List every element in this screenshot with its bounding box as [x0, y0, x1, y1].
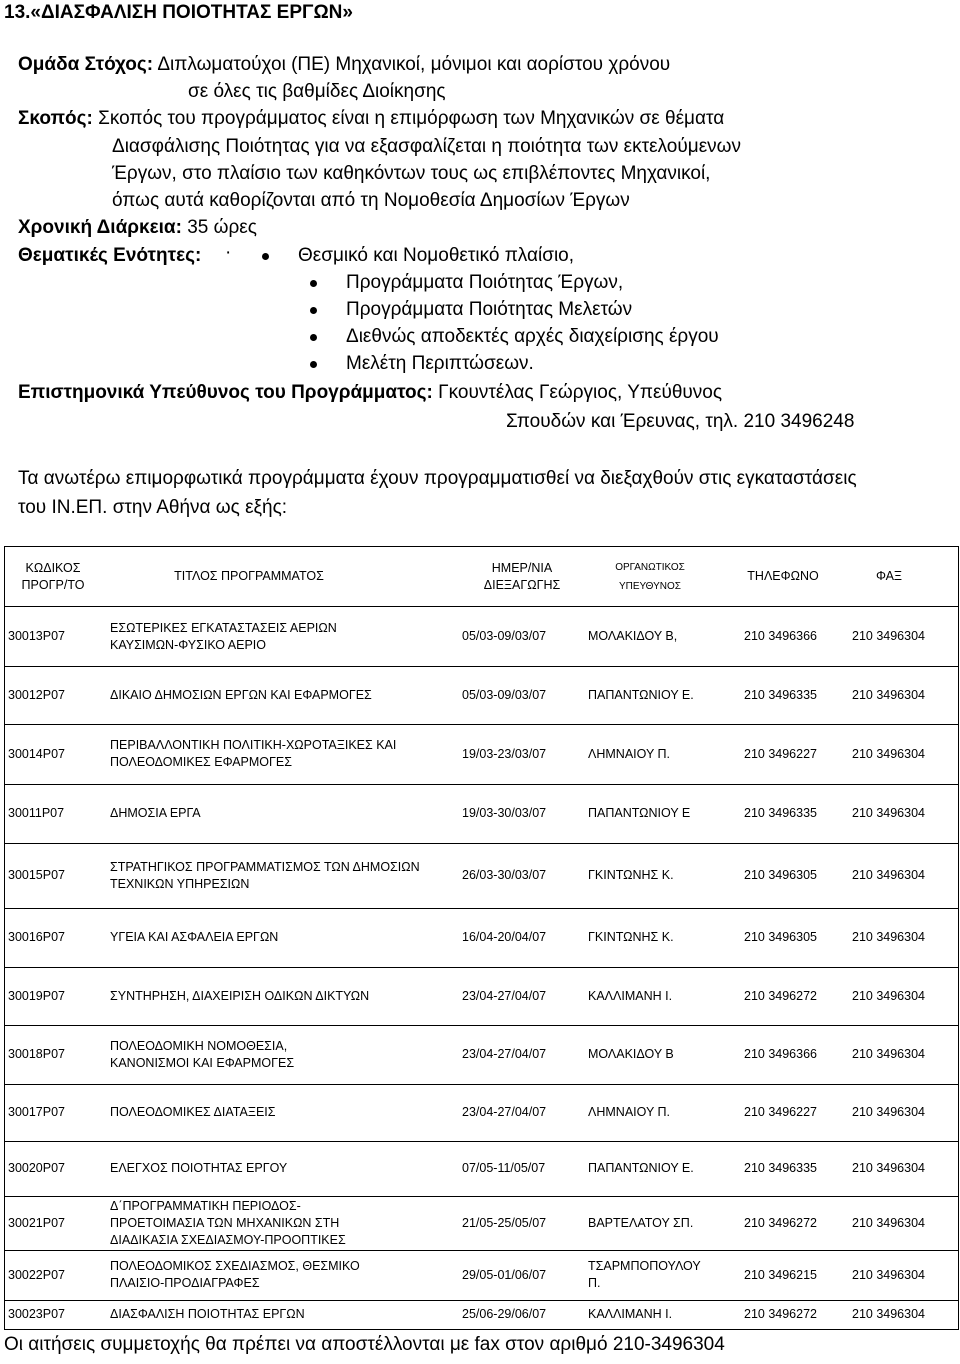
- row-phone: [744, 1267, 817, 1284]
- row-phone: [744, 1160, 817, 1177]
- row-divider: [4, 1025, 959, 1026]
- duration-label: Χρονική Διάρκεια:: [18, 217, 182, 238]
- target-group-text1: Διπλωματούχοι (ΠΕ) Μηχανικοί, μόνιμοι και αορίστου χρόνου: [157, 54, 671, 75]
- row-date-line: 05/03-09/03/07: [462, 687, 547, 702]
- row-title: [110, 988, 369, 1005]
- row-organizer-line: ΜΟΛΑΚΙΔΟΥ Β,: [588, 629, 678, 643]
- row-code-line: 30020Ρ07: [8, 1161, 66, 1175]
- unit-item: Μελέτη Περιπτώσεων.: [346, 353, 534, 374]
- row-code-line: 30013Ρ07: [8, 629, 66, 643]
- row-date: [462, 628, 546, 645]
- header-org-line2: ΥΠΕΥΘΥΝΟΣ: [619, 581, 681, 592]
- row-date: [462, 1160, 545, 1177]
- row-phone: [744, 805, 817, 822]
- row-title-line: ΔΙΑΣΦΑΛΙΣΗ ΠΟΙΟΤΗΤΑΣ ΕΡΓΩΝ: [110, 1306, 305, 1321]
- row-code-line: 30015Ρ07: [8, 868, 66, 882]
- row-organizer-line: ΠΑΠΑΝΤΩΝΙΟΥ Ε: [588, 806, 691, 820]
- responsible-text1: Γκουντέλας Γεώργιος, Υπεύθυνος: [438, 382, 723, 403]
- row-title: [110, 1104, 276, 1121]
- row-date-line: 21/05-25/05/07: [462, 1215, 547, 1230]
- row-date-line: 19/03-30/03/07: [462, 806, 547, 820]
- row-fax: [852, 805, 925, 822]
- row-phone-line: 210 3496227: [744, 746, 817, 761]
- row-organizer-line: ΠΑΠΑΝΤΩΝΙΟΥ Ε.: [588, 687, 694, 702]
- bullet-icon: [262, 253, 269, 260]
- row-title: [110, 737, 396, 771]
- row-divider: [4, 1300, 959, 1301]
- duration-line: [18, 215, 257, 241]
- row-organizer-line: ΛΗΜΝΑΙΟΥ Π.: [588, 1105, 671, 1119]
- row-code: [8, 1267, 65, 1284]
- row-organizer: [588, 628, 677, 645]
- row-divider: [4, 666, 959, 667]
- row-title: [110, 620, 337, 654]
- row-divider: [4, 843, 959, 844]
- row-date: [462, 1104, 546, 1121]
- row-fax: [852, 687, 925, 704]
- responsible-text2: Σπουδών και Έρευνας, τηλ. 210 3496248: [506, 411, 855, 432]
- header-divider: [4, 606, 959, 607]
- row-date-line: 07/05-11/05/07: [462, 1161, 546, 1175]
- row-code-line: 30014Ρ07: [8, 746, 66, 761]
- target-group-line1: [18, 52, 670, 78]
- row-code: [8, 1215, 65, 1232]
- row-fax: [852, 867, 925, 884]
- row-code-line: 30018Ρ07: [8, 1047, 66, 1061]
- row-code: [8, 805, 64, 822]
- row-title-line: ΕΛΕΓΧΟΣ ΠΟΙΟΤΗΤΑΣ ΕΡΓΟΥ: [110, 1161, 288, 1175]
- purpose-label: Σκοπός:: [18, 108, 93, 129]
- row-organizer-line: ΚΑΛΛΙΜΑΝΗ Ι.: [588, 988, 673, 1003]
- row-phone: [744, 687, 817, 704]
- row-organizer: [588, 687, 694, 704]
- row-title-line: ΣΤΡΑΤΗΓΙΚΟΣ ΠΡΟΓΡΑΜΜΑΤΙΣΜΟΣ ΤΩΝ ΔΗΜΟΣΙΩΝ: [110, 859, 420, 874]
- row-fax: [852, 1267, 925, 1284]
- row-fax-line: 210 3496304: [852, 806, 925, 820]
- row-fax-line: 210 3496304: [852, 1215, 925, 1230]
- header-code: [18, 560, 88, 594]
- row-fax-line: 210 3496304: [852, 1047, 925, 1061]
- target-group-text2: σε όλες τις βαθμίδες Διοίκησης: [188, 81, 446, 102]
- row-title-line: ΤΕΧΝΙΚΩΝ ΥΠΗΡΕΣΙΩΝ: [110, 876, 250, 891]
- row-fax: [852, 628, 925, 645]
- row-date: [462, 687, 546, 704]
- row-code: [8, 1046, 65, 1063]
- row-fax-line: 210 3496304: [852, 930, 925, 944]
- row-organizer: [588, 1104, 670, 1121]
- row-organizer: [588, 1046, 674, 1063]
- row-code-line: 30017Ρ07: [8, 1105, 66, 1119]
- row-code: [8, 746, 65, 763]
- row-date: [462, 1046, 546, 1063]
- footer-note: Οι αιτήσεις συμμετοχής θα πρέπει να αποστέλλονται με fax στον αριθμό 210-3496304: [4, 1334, 725, 1355]
- row-title-line: ΠΛΑΙΣΙΟ-ΠΡΟΔΙΑΓΡΑΦΕΣ: [110, 1276, 260, 1290]
- row-phone: [744, 1215, 817, 1232]
- row-title-line: ΕΣΩΤΕΡΙΚΕΣ ΕΓΚΑΤΑΣΤΑΣΕΙΣ ΑΕΡΙΩΝ: [110, 620, 337, 635]
- unit-item: Θεσμικό και Νομοθετικό πλαίσιο,: [298, 245, 575, 266]
- row-phone: [744, 628, 817, 645]
- row-divider: [4, 1141, 959, 1142]
- row-code-line: 30023Ρ07: [8, 1306, 66, 1321]
- row-title: [110, 1258, 360, 1292]
- row-fax-line: 210 3496304: [852, 746, 925, 761]
- row-phone-line: 210 3496366: [744, 629, 817, 643]
- row-date: [462, 988, 546, 1005]
- row-phone-line: 210 3496215: [744, 1267, 817, 1282]
- row-fax: [852, 1104, 925, 1121]
- row-phone: [744, 1306, 817, 1323]
- row-fax-line: 210 3496304: [852, 1306, 925, 1321]
- row-phone: [744, 867, 817, 884]
- row-phone: [744, 988, 817, 1005]
- row-date: [462, 929, 546, 946]
- row-organizer-line: ΜΟΛΑΚΙΔΟΥ Β: [588, 1047, 674, 1061]
- row-code-line: 30019Ρ07: [8, 988, 66, 1003]
- row-fax-line: 210 3496304: [852, 868, 925, 882]
- purpose-line1: [18, 106, 724, 132]
- row-phone: [744, 1104, 817, 1121]
- unit-item: Διεθνώς αποδεκτές αρχές διαχείρισης έργου: [346, 326, 719, 347]
- bullet-icon: [310, 361, 317, 368]
- header-code-line2: ΠΡΟΓΡ/ΤΟ: [21, 578, 85, 592]
- row-date-line: 23/04-27/04/07: [462, 1105, 547, 1119]
- row-code: [8, 1160, 65, 1177]
- row-title-line: ΠΟΛΕΟΔΟΜΙΚΗ ΝΟΜΟΘΕΣΙΑ,: [110, 1038, 288, 1053]
- row-phone: [744, 1046, 817, 1063]
- row-title: [110, 1038, 294, 1072]
- units-label: Θεματικές Ενότητες:: [18, 245, 202, 266]
- row-divider: [4, 1250, 959, 1251]
- row-title-line: ΠΟΛΕΟΔΟΜΙΚΟΣ ΣΧΕΔΙΑΣΜΟΣ, ΘΕΣΜΙΚΟ: [110, 1259, 360, 1273]
- row-organizer-line: ΓΚΙΝΤΩΝΗΣ Κ.: [588, 930, 674, 944]
- intro-line1: Τα ανωτέρω επιμορφωτικά προγράμματα έχουν προγραμματισθεί να διεξαχθούν στις εγκαταστάσεις: [18, 468, 857, 489]
- row-organizer: [588, 1160, 694, 1177]
- purpose-text4: όπως αυτά καθορίζονται από τη Νομοθεσία Δημοσίων Έργων: [112, 190, 630, 211]
- row-organizer: [588, 746, 670, 763]
- row-phone-line: 210 3496305: [744, 868, 817, 882]
- row-fax: [852, 746, 925, 763]
- header-fax: ΦΑΞ: [875, 569, 903, 583]
- row-organizer-line: ΒΑΡΤΕΛΑΤΟΥ ΣΠ.: [588, 1215, 694, 1230]
- row-phone-line: 210 3496335: [744, 687, 817, 702]
- row-date: [462, 1306, 546, 1323]
- unit-item: Προγράμματα Ποιότητας Μελετών: [346, 299, 633, 320]
- row-title-line: ΚΑΥΣΙΜΩΝ-ΦΥΣΙΚΟ ΑΕΡΙΟ: [110, 637, 267, 652]
- row-code: [8, 628, 65, 645]
- row-title-line: ΠΟΛΕΟΔΟΜΙΚΕΣ ΕΦΑΡΜΟΓΕΣ: [110, 755, 292, 769]
- row-code-line: 30012Ρ07: [8, 687, 66, 702]
- row-date-line: 05/03-09/03/07: [462, 629, 547, 643]
- row-code: [8, 1306, 65, 1323]
- row-title: [110, 929, 278, 946]
- row-fax: [852, 929, 925, 946]
- row-code-line: 30011Ρ07: [8, 806, 65, 820]
- row-title: [110, 1160, 287, 1177]
- row-title-line: ΚΑΝΟΝΙΣΜΟΙ ΚΑΙ ΕΦΑΡΜΟΓΕΣ: [110, 1055, 295, 1070]
- document-title: 13.«ΔΙΑΣΦΑΛΙΣΗ ΠΟΙΟΤΗΤΑΣ ΕΡΓΩΝ»: [4, 2, 353, 23]
- row-divider: [4, 967, 959, 968]
- row-date: [462, 746, 546, 763]
- row-date: [462, 867, 546, 884]
- row-phone-line: 210 3496335: [744, 806, 817, 820]
- stray-mark: ·: [225, 242, 232, 263]
- row-title: [110, 1198, 346, 1249]
- row-code: [8, 929, 65, 946]
- row-date-line: 29/05-01/06/07: [462, 1267, 547, 1282]
- row-organizer: [588, 929, 674, 946]
- purpose-text1: Σκοπός του προγράμματος είναι η επιμόρφωση των Μηχανικών σε θέματα: [98, 108, 725, 129]
- row-fax: [852, 1306, 925, 1323]
- row-organizer: [588, 1258, 701, 1292]
- row-fax-line: 210 3496304: [852, 1161, 925, 1175]
- row-organizer: [588, 1306, 672, 1323]
- header-title: ΤΙΤΛΟΣ ΠΡΟΓΡΑΜΜΑΤΟΣ: [174, 569, 324, 583]
- row-organizer-line: ΓΚΙΝΤΩΝΗΣ Κ.: [588, 868, 674, 882]
- row-date: [462, 1267, 546, 1284]
- row-phone: [744, 929, 817, 946]
- row-title-line: ΠΕΡΙΒΑΛΛΟΝΤΙΚΗ ΠΟΛΙΤΙΚΗ-ΧΩΡΟΤΑΞΙΚΕΣ ΚΑΙ: [110, 738, 397, 752]
- intro-line2: του ΙΝ.ΕΠ. στην Αθήνα ως εξής:: [18, 497, 288, 518]
- row-code: [8, 1104, 65, 1121]
- row-phone-line: 210 3496335: [744, 1161, 817, 1175]
- purpose-text3: Έργων, στο πλαίσιο των καθηκόντων τους ως επιβλέποντες Μηχανικοί,: [112, 163, 711, 184]
- row-organizer-line: ΤΣΑΡΜΠΟΠΟΥΛΟΥ: [588, 1259, 701, 1273]
- row-title-line: ΔΙΚΑΙΟ ΔΗΜΟΣΙΩΝ ΕΡΓΩΝ ΚΑΙ ΕΦΑΡΜΟΓΕΣ: [110, 687, 372, 702]
- row-code: [8, 687, 65, 704]
- row-date: [462, 1215, 546, 1232]
- header-date-line1: ΗΜΕΡ/ΝΙΑ: [491, 561, 553, 575]
- row-divider: [4, 1084, 959, 1085]
- row-fax-line: 210 3496304: [852, 988, 925, 1003]
- header-date: [472, 560, 572, 594]
- row-organizer-line: ΚΑΛΛΙΜΑΝΗ Ι.: [588, 1306, 673, 1321]
- header-date-line2: ΔΙΕΞΑΓΩΓΗΣ: [483, 578, 561, 592]
- row-fax: [852, 988, 925, 1005]
- target-group-label: Ομάδα Στόχος:: [18, 54, 154, 75]
- row-organizer-line: ΛΗΜΝΑΙΟΥ Π.: [588, 746, 671, 761]
- row-date-line: 23/04-27/04/07: [462, 1047, 547, 1061]
- row-title-line: ΠΟΛΕΟΔΟΜΙΚΕΣ ΔΙΑΤΑΞΕΙΣ: [110, 1105, 276, 1119]
- row-divider: [4, 724, 959, 725]
- header-phone: ΤΗΛΕΦΩΝΟ: [747, 569, 819, 583]
- row-fax: [852, 1046, 925, 1063]
- row-phone-line: 210 3496227: [744, 1105, 817, 1119]
- header-code-line1: ΚΩΔΙΚΟΣ: [25, 561, 81, 575]
- row-fax-line: 210 3496304: [852, 1105, 925, 1119]
- row-organizer-line: ΠΑΠΑΝΤΩΝΙΟΥ Ε.: [588, 1161, 694, 1175]
- row-fax: [852, 1215, 925, 1232]
- row-fax: [852, 1160, 925, 1177]
- row-title-line: ΥΓΕΙΑ ΚΑΙ ΑΣΦΑΛΕΙΑ ΕΡΓΩΝ: [110, 930, 279, 944]
- row-phone-line: 210 3496305: [744, 930, 817, 944]
- row-organizer: [588, 988, 672, 1005]
- bullet-icon: [310, 307, 317, 314]
- row-date-line: 19/03-23/03/07: [462, 746, 547, 761]
- row-organizer-line: Π.: [588, 1276, 601, 1290]
- row-title-line: ΔΗΜΟΣΙΑ ΕΡΓΑ: [110, 806, 201, 820]
- row-fax-line: 210 3496304: [852, 687, 925, 702]
- row-fax-line: 210 3496304: [852, 629, 925, 643]
- row-divider: [4, 784, 959, 785]
- row-title-line: ΣΥΝΤΗΡΗΣΗ, ΔΙΑΧΕΙΡΙΣΗ ΟΔΙΚΩΝ ΔΙΚΤΥΩΝ: [110, 988, 370, 1003]
- row-date: [462, 805, 546, 822]
- row-phone: [744, 746, 817, 763]
- row-divider: [4, 908, 959, 909]
- row-date-line: 25/06-29/06/07: [462, 1306, 547, 1321]
- row-code: [8, 867, 65, 884]
- duration-value: 35 ώρες: [187, 217, 257, 238]
- row-organizer: [588, 805, 690, 822]
- row-title: [110, 859, 420, 893]
- row-title: [110, 687, 372, 704]
- row-code-line: 30022Ρ07: [8, 1267, 66, 1282]
- row-phone-line: 210 3496272: [744, 988, 817, 1003]
- row-fax-line: 210 3496304: [852, 1267, 925, 1282]
- row-phone-line: 210 3496366: [744, 1047, 817, 1061]
- row-title-line: ΠΡΟΕΤΟΙΜΑΣΙΑ ΤΩΝ ΜΗΧΑΝΙΚΩΝ ΣΤΗ: [110, 1215, 340, 1230]
- responsible-label: Επιστημονικά Υπεύθυνος του Προγράμματος:: [18, 382, 433, 403]
- row-date-line: 23/04-27/04/07: [462, 988, 547, 1003]
- row-phone-line: 210 3496272: [744, 1215, 817, 1230]
- row-code-line: 30016Ρ07: [8, 930, 66, 944]
- row-date-line: 26/03-30/03/07: [462, 868, 547, 882]
- row-title: [110, 1306, 305, 1323]
- bullet-icon: [310, 280, 317, 287]
- header-organizer: [600, 558, 700, 596]
- responsible-line1: [18, 380, 722, 406]
- row-code: [8, 988, 65, 1005]
- unit-item: Προγράμματα Ποιότητας Έργων,: [346, 272, 624, 293]
- row-organizer: [588, 867, 674, 884]
- row-date-line: 16/04-20/04/07: [462, 930, 547, 944]
- row-organizer: [588, 1215, 693, 1232]
- row-title: [110, 805, 201, 822]
- row-title-line: ΔΙΑΔΙΚΑΣΙΑ ΣΧΕΔΙΑΣΜΟΥ-ΠΡΟΟΠΤΙΚΕΣ: [110, 1232, 346, 1247]
- row-title-line: Δ΄ΠΡΟΓΡΑΜΜΑΤΙΚΗ ΠΕΡΙΟΔΟΣ-: [110, 1198, 301, 1213]
- header-org-line1: ΟΡΓΑΝΩΤΙΚΟΣ: [615, 562, 685, 573]
- schedule-table: [4, 546, 959, 1330]
- row-code-line: 30021Ρ07: [8, 1215, 66, 1230]
- row-phone-line: 210 3496272: [744, 1306, 817, 1321]
- purpose-text2: Διασφάλισης Ποιότητας για να εξασφαλίζεται η ποιότητα των εκτελούμενων: [112, 136, 741, 157]
- bullet-icon: [310, 334, 317, 341]
